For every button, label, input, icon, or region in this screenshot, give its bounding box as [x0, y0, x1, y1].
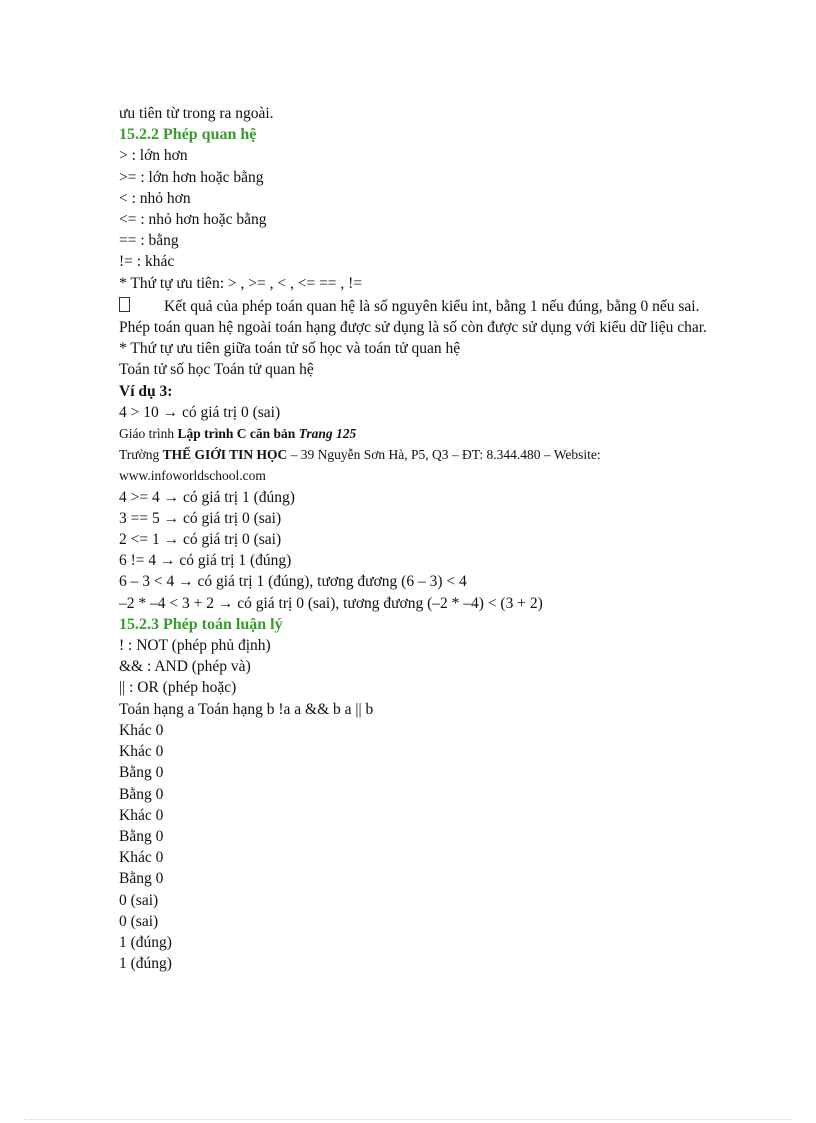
- text-line: 6 != 4 → có giá trị 1 (đúng): [119, 552, 292, 570]
- text-line: Toán tử số học Toán tử quan hệ: [119, 361, 314, 379]
- school-name: THẾ GIỚI TIN HỌC: [162, 447, 288, 463]
- text-line: 6 – 3 < 4 → có giá trị 1 (đúng), tương đương (6 – 3) < 4: [119, 573, 467, 591]
- text-line: * Thứ tự ưu tiên: > , >= , < , <= == , !=: [119, 274, 363, 292]
- paragraph: [119, 296, 709, 317]
- missing-glyph-icon: [119, 297, 130, 312]
- text-line: != : khác: [119, 253, 175, 271]
- text-line: >= : lớn hơn hoặc bằng: [119, 168, 264, 186]
- footer-prefix: Trường: [119, 447, 163, 463]
- footer-prefix: Giáo trình: [119, 426, 178, 442]
- text-line: –2 * –4 < 3 + 2 → có giá trị 0 (sai), tương đương (–2 * –4) < (3 + 2): [119, 594, 543, 612]
- text-line: == : bằng: [119, 232, 179, 250]
- section-heading: 15.2.3 Phép toán luận lý: [119, 615, 283, 633]
- text-line: ưu tiên từ trong ra ngoài.: [119, 105, 274, 122]
- text-line: Khác 0: [119, 806, 164, 824]
- text-line: Khác 0: [119, 743, 164, 761]
- section-heading: 15.2.2 Phép quan hệ: [119, 126, 257, 144]
- text-line: 0 (sai): [119, 891, 159, 909]
- text-line: 3 == 5 → có giá trị 0 (sai): [119, 509, 282, 527]
- text-line: 2 <= 1 → có giá trị 0 (sai): [119, 531, 282, 549]
- text-line: 1 (đúng): [119, 933, 172, 951]
- text-line: 1 (đúng): [119, 955, 172, 973]
- text-line: Khác 0: [119, 721, 164, 739]
- text-line: && : AND (phép và): [119, 658, 251, 676]
- footer-line: [119, 444, 709, 465]
- footer-contact: – 39 Nguyễn Sơn Hà, P5, Q3 – ĐT: 8.344.480 – Website:: [287, 447, 601, 463]
- text-line: > : lớn hơn: [119, 147, 188, 165]
- text-line: Bằng 0: [119, 764, 164, 782]
- book-title: Lập trình C căn bản: [177, 426, 296, 442]
- footer-line: [119, 423, 709, 444]
- text-line: Toán hạng a Toán hạng b !a a && b a || b: [119, 700, 374, 718]
- page-bottom-divider: [24, 1119, 792, 1120]
- text-line: < : nhỏ hơn: [119, 189, 191, 207]
- text-line: * Thứ tự ưu tiên giữa toán tử số học và toán tử quan hệ: [119, 340, 461, 358]
- paragraph-text: Kết quả của phép toán quan hệ là số nguyên kiểu int, bằng 1 nếu đúng, bằng 0 nếu sai.: [164, 297, 700, 315]
- text-line: Bằng 0: [119, 870, 164, 888]
- paragraph: Phép toán quan hệ ngoài toán hạng được sử dụng là số còn được sử dụng với kiểu dữ liệu char.: [119, 319, 707, 337]
- footer-website: www.infoworldschool.com: [119, 468, 266, 484]
- text-line: 4 >= 4 → có giá trị 1 (đúng): [119, 488, 295, 506]
- page-number: Trang 125: [298, 426, 357, 442]
- text-line: 4 > 10 → có giá trị 0 (sai): [119, 403, 281, 421]
- document-page: [119, 103, 709, 974]
- text-line: Khác 0: [119, 849, 164, 867]
- text-line: 0 (sai): [119, 912, 159, 930]
- text-line: || : OR (phép hoặc): [119, 679, 237, 697]
- text-line: <= : nhỏ hơn hoặc bằng: [119, 211, 267, 229]
- text-line: Bằng 0: [119, 827, 164, 845]
- text-line: ! : NOT (phép phủ định): [119, 637, 271, 655]
- text-line: Bằng 0: [119, 785, 164, 803]
- example-label: Ví dụ 3:: [119, 382, 173, 400]
